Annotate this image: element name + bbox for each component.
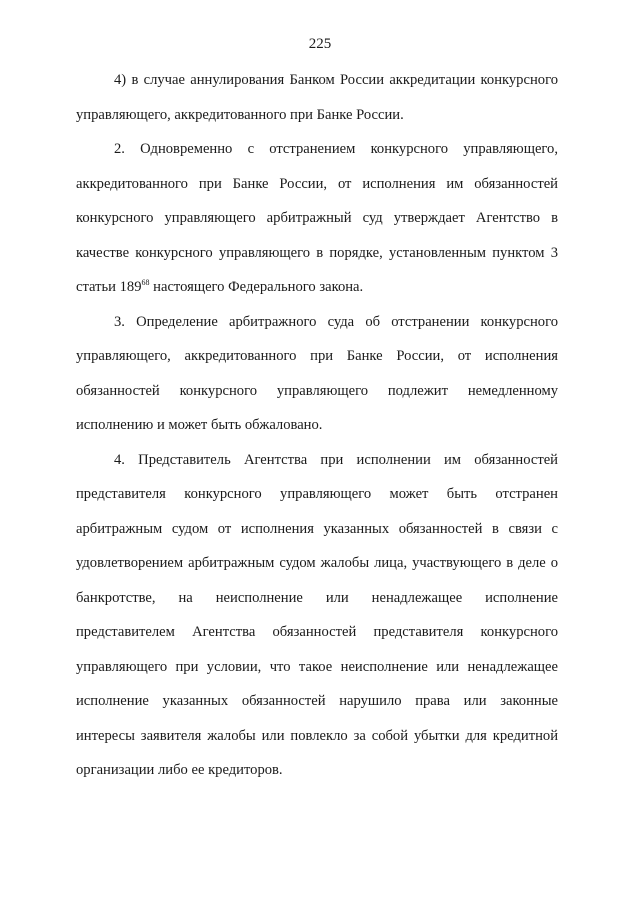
paragraph-4: 4. Представитель Агентства при исполнении им обязанностей представителя конкурсного управляющего может быть отстранен арбитражным судом от исполнения указанных обязанностей в связи с удовлетворением арбитражным судом жалобы лица, участвующего в деле о банкротстве, на неисполнение или ненадлежащее исполнение представителем Агентства обязанностей представителя конкурсного управляющего при условии, что такое неисполнение или ненадлежащее исполнение указанных обязанностей нарушило права или законные интересы заявителя жалобы или повлекло за собой убытки для кредитной организации либо ее кредиторов. <box>76 451 558 778</box>
paragraph-3: 3. Определение арбитражного суда об отстранении конкурсного управляющего, аккредитованного при Банке России, от исполнения обязанностей конкурсного управляющего подлежит немедленному исполнению и может быть обжаловано. <box>76 313 558 433</box>
article-superscript: 68 <box>141 278 150 287</box>
document-body <box>76 63 558 788</box>
paragraph-2-text: 2. Одновременно с отстранением конкурсного управляющего, аккредитованного при Банке России, от исполнения им обязанностей конкурсного управляющего арбитражный суд утверждает Агентство в качестве конкурсного управляющего в порядке, установленным пунктом 3 статьи 189 <box>76 141 558 295</box>
paragraph-2 <box>76 132 558 305</box>
paragraph-1: 4) в случае аннулирования Банком России аккредитации конкурсного управляющего, аккредитованного при Банке России. <box>76 72 558 123</box>
page-number: 225 <box>308 36 332 52</box>
paragraph-2-tail: настоящего Федерального закона. <box>149 279 364 295</box>
